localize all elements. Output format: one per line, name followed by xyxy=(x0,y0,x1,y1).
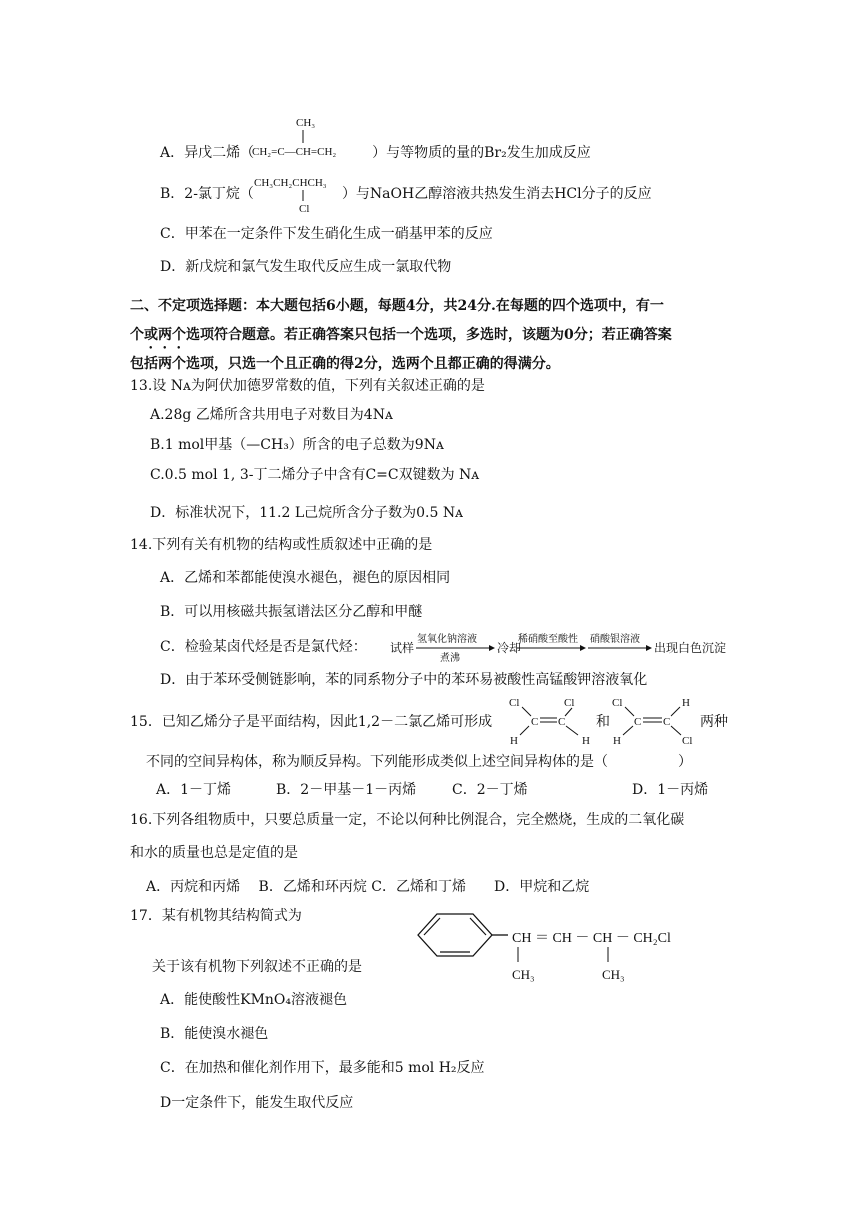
q12-option-b xyxy=(160,184,652,204)
q16-options: A．丙烷和丙烯 B．乙烯和环丙烷 C．乙烯和丁烯 D．甲烷和乙烷 xyxy=(146,879,590,895)
section2-emphasis: 或两个 xyxy=(144,327,186,343)
isoprene-structure xyxy=(250,114,385,164)
q17-methyl-1: CH₃ xyxy=(512,967,535,982)
q17-stem: 17．某有机物其结构简式为 xyxy=(130,908,302,924)
flow-arrow1-bottom: 煮沸 xyxy=(440,653,460,664)
q14-stem: 14.下列有关有机物的结构或性质叙述中正确的是 xyxy=(130,537,433,553)
svg-text:C: C xyxy=(634,716,642,728)
q17-option-c: C．在加热和催化剂作用下，最多能和5 mol H₂反应 xyxy=(160,1060,485,1076)
q17-option-d: D一定条件下，能发生取代反应 xyxy=(160,1095,354,1111)
q12-option-c: C．甲苯在一定条件下发生硝化生成一硝基甲苯的反应 xyxy=(160,226,493,242)
svg-text:H: H xyxy=(582,735,590,747)
svg-text:H: H xyxy=(613,735,621,747)
flow-arrow2-top: 稀硝酸至酸性 xyxy=(518,634,578,645)
q14-option-c: C．检验某卤代烃是否是氯代烃： xyxy=(160,639,367,655)
isoprene-chain: CH₂=C—CH=CH₂ xyxy=(252,146,337,158)
svg-text:Cl: Cl xyxy=(564,697,575,709)
svg-text:H: H xyxy=(510,735,518,747)
q13-option-c: C.0.5 mol 1, 3-丁二烯分子中含有C=C双键数为 Nᴀ xyxy=(150,467,480,483)
q14-option-a: A．乙烯和苯都能使溴水褪色，褪色的原因相同 xyxy=(160,570,451,586)
q14-option-b: B．可以用核磁共振氢谱法区分乙醇和甲醚 xyxy=(160,604,423,620)
q17-structure xyxy=(410,910,730,990)
svg-text:Cl: Cl xyxy=(509,697,520,709)
q15-option-b: B．2－甲基－1－丙烯 xyxy=(276,782,417,798)
q17-option-b: B．能使溴水褪色 xyxy=(160,1026,269,1042)
q17-sub: 关于该有机物下列叙述不正确的是 xyxy=(152,959,362,975)
isoprene-methyl: CH₃ xyxy=(296,117,316,129)
q15-tail: 两种 xyxy=(700,714,728,730)
flow-step2: 冷却 xyxy=(497,641,522,655)
q14-option-d: D．由于苯环受侧链影响，苯的同系物分子中的苯环易被酸性高锰酸钾溶液氧化 xyxy=(160,672,648,688)
flow-start: 试样 xyxy=(390,641,415,655)
chlorobutane-structure xyxy=(252,172,347,216)
q15-line2: 不同的空间异构体，称为顺反异构。下列能形成类似上述空间异构体的是（ ） xyxy=(146,754,692,770)
q12-option-d: D．新戊烷和氯气发生取代反应生成一氯取代物 xyxy=(160,259,452,275)
benzene-ring xyxy=(418,914,492,956)
q15-and: 和 xyxy=(596,714,610,730)
q13-option-a: A.28g 乙烯所含共用电子对数目为4Nᴀ xyxy=(150,407,393,423)
trans-dichloroethene xyxy=(608,692,700,748)
section2-line3: 包括两个选项，只选一个且正确的得2分，选两个且都正确的得满分。 xyxy=(130,356,560,372)
q17-main-chain: CH ＝ CH － CH － CH₂Cl xyxy=(512,931,671,946)
flow-arrow3-top: 硝酸银溶液 xyxy=(590,634,640,645)
q12-a-suffix: ）与等物质的量的Br₂发生加成反应 xyxy=(372,145,591,161)
q15-stem: 15．已知乙烯分子是平面结构，因此1,2－二氯乙烯可形成 xyxy=(130,714,493,730)
q12-b-suffix: ）与NaOH乙醇溶液共热发生消去HCl分子的反应 xyxy=(341,186,652,202)
q15-option-c: C．2－丁烯 xyxy=(452,782,528,798)
svg-text:C: C xyxy=(663,716,671,728)
chlorobutane-chain: CH₃CH₂CHCH₃ xyxy=(254,177,327,189)
svg-text:Cl: Cl xyxy=(612,697,623,709)
q12-b-prefix: B．2-氯丁烷（ xyxy=(160,186,254,202)
flow-arrow1-top: 氢氧化钠溶液 xyxy=(417,634,477,645)
q13-option-b: B.1 mol甲基（—CH₃）所含的电子总数为9Nᴀ xyxy=(150,437,444,453)
svg-text:H: H xyxy=(682,697,690,709)
q17-methyl-2: CH₃ xyxy=(602,967,625,982)
section2-line1: 二、不定项选择题：本大题包括6小题，每题4分，共24分.在每题的四个选项中，有一 xyxy=(130,298,664,314)
flow-end: 出现白色沉淀 xyxy=(654,641,727,655)
section2-line2-c: 选项符合题意。若正确答案只包括一个选项，多选时，该题为0分；若正确答案 xyxy=(186,327,672,343)
q13-stem: 13.设 Nᴀ为阿伏加德罗常数的值，下列有关叙述正确的是 xyxy=(130,378,485,394)
halide-test-flow xyxy=(386,631,728,667)
svg-text:C: C xyxy=(531,716,539,728)
q15-option-a: A．1－丁烯 xyxy=(156,782,232,798)
q15-option-d: D．1－丙烯 xyxy=(632,782,709,798)
section2-line2 xyxy=(130,325,672,352)
q12-a-prefix: A．异戊二烯（ xyxy=(160,145,255,161)
q16-stem-line1: 16.下列各组物质中，只要总质量一定，不论以何种比例混合，完全燃烧，生成的二氧化碳 xyxy=(130,812,685,828)
chlorobutane-cl: Cl xyxy=(299,203,310,215)
q16-stem-line2: 和水的质量也总是定值的是 xyxy=(130,845,298,861)
q13-option-d: D．标准状况下，11.2 L己烷所含分子数为0.5 Nᴀ xyxy=(150,505,464,521)
svg-text:C: C xyxy=(558,716,566,728)
cis-dichloroethene xyxy=(500,692,590,748)
q17-option-a: A．能使酸性KMnO₄溶液褪色 xyxy=(160,992,348,1008)
section2-line2-a: 个 xyxy=(130,327,144,343)
svg-text:Cl: Cl xyxy=(682,735,693,747)
